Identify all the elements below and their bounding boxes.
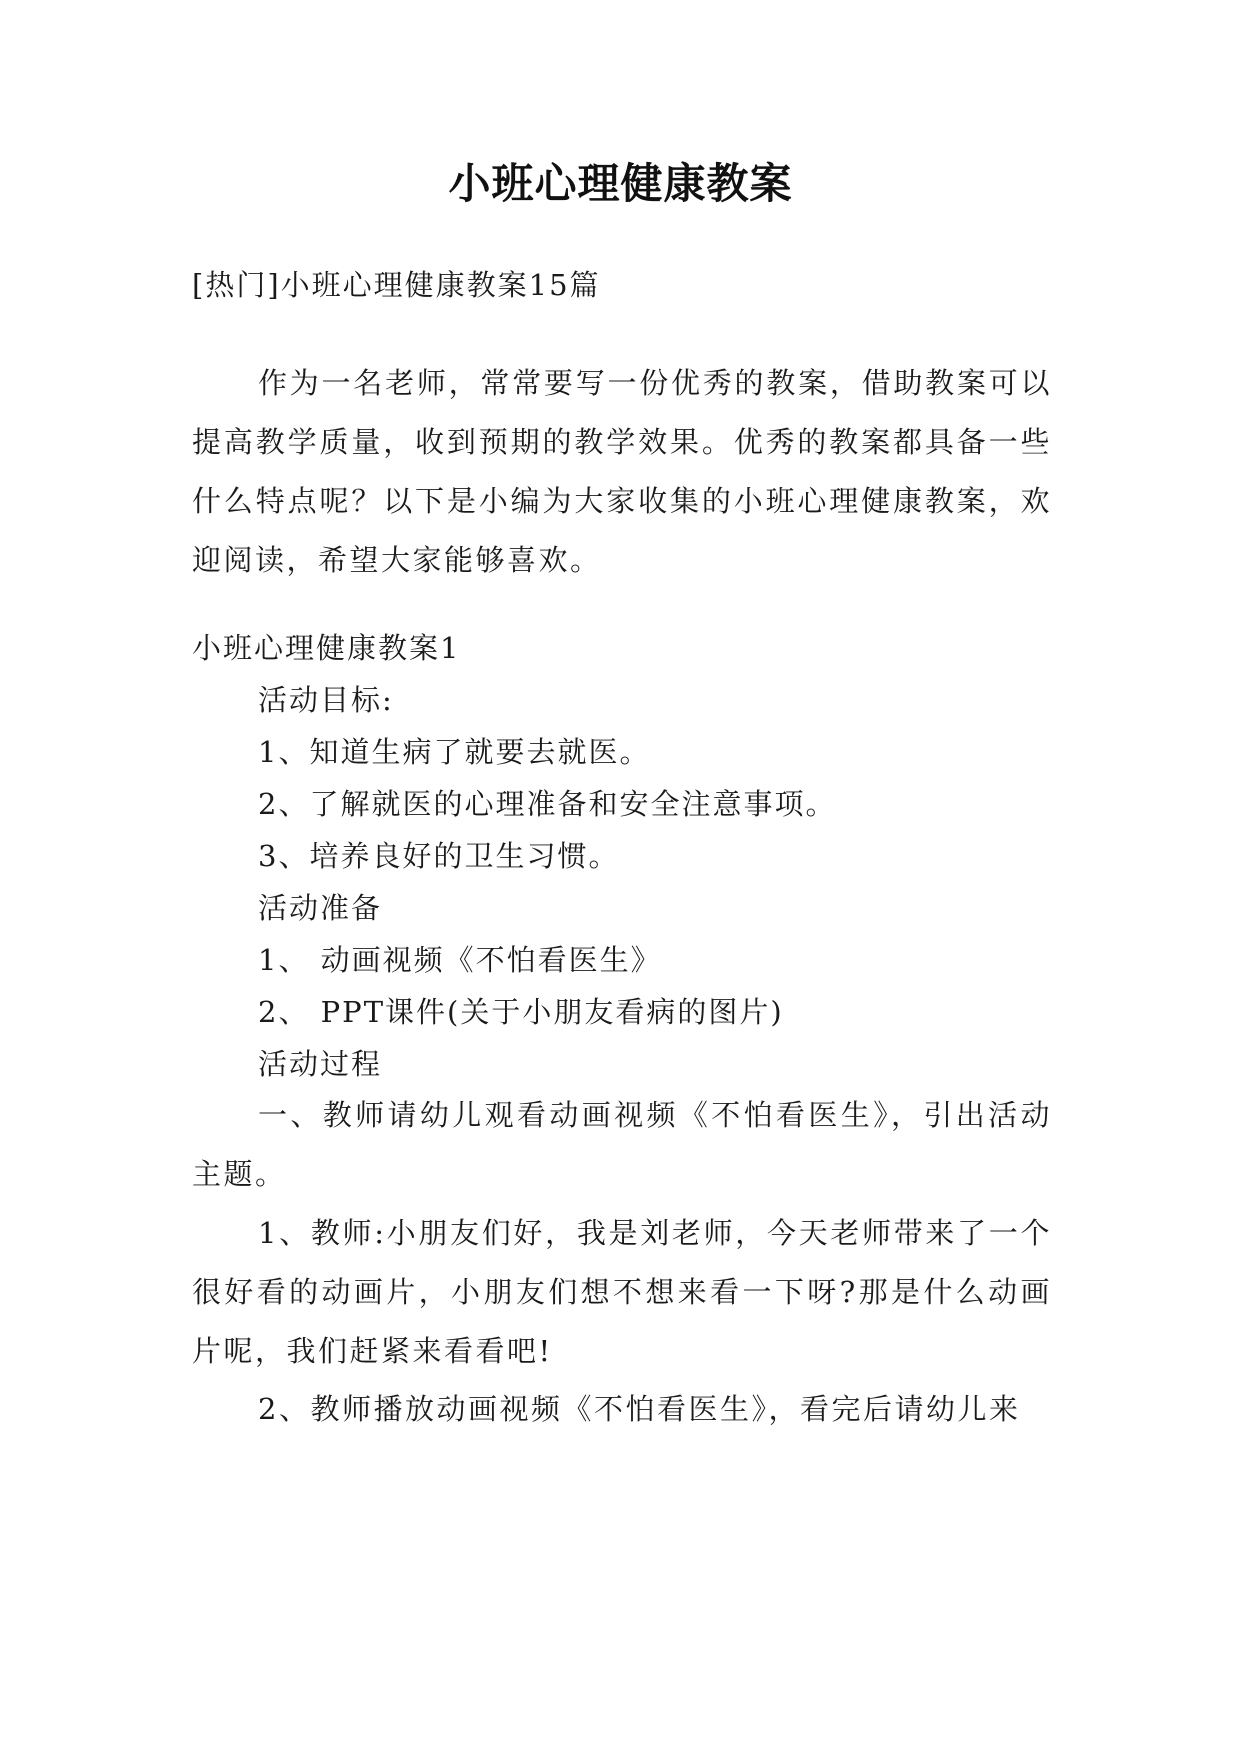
goals-label: 活动目标: <box>258 683 394 717</box>
document-subtitle: [热门]小班心理健康教案15篇 <box>192 268 601 302</box>
process-label: 活动过程 <box>258 1047 383 1081</box>
prep-label: 活动准备 <box>258 891 383 925</box>
document-title: 小班心理健康教案 <box>448 159 793 208</box>
goal-item: 1、知道生病了就要去就医。 <box>258 735 651 769</box>
intro-paragraph: 作为一名老师，常常要写一份优秀的教案，借助教案可以提高教学质量，收到预期的教学效果。优秀的教案都具备一些什么特点呢？以下是小编为大家收集的小班心理健康教案，欢迎阅读，希望大家能够喜欢。 <box>192 366 1052 577</box>
process-step: 一、教师请幼儿观看动画视频《不怕看医生》，引出活动主题。 <box>192 1098 1052 1191</box>
process-item: 2、教师播放动画视频《不怕看医生》，看完后请幼儿来 <box>258 1392 1021 1426</box>
prep-item: 1、 动画视频《不怕看医生》 <box>258 943 662 977</box>
goal-item: 3、培养良好的卫生习惯。 <box>258 839 620 873</box>
prep-item: 2、 PPT课件(关于小朋友看病的图片) <box>258 995 784 1029</box>
process-item: 1、教师:小朋友们好，我是刘老师，今天老师带来了一个很好看的动画片，小朋友们想不想来看一下呀?那是什么动画片呢，我们赶紧来看看吧! <box>192 1216 1052 1368</box>
section-heading: 小班心理健康教案1 <box>192 631 461 665</box>
goal-item: 2、了解就医的心理准备和安全注意事项。 <box>258 787 837 821</box>
